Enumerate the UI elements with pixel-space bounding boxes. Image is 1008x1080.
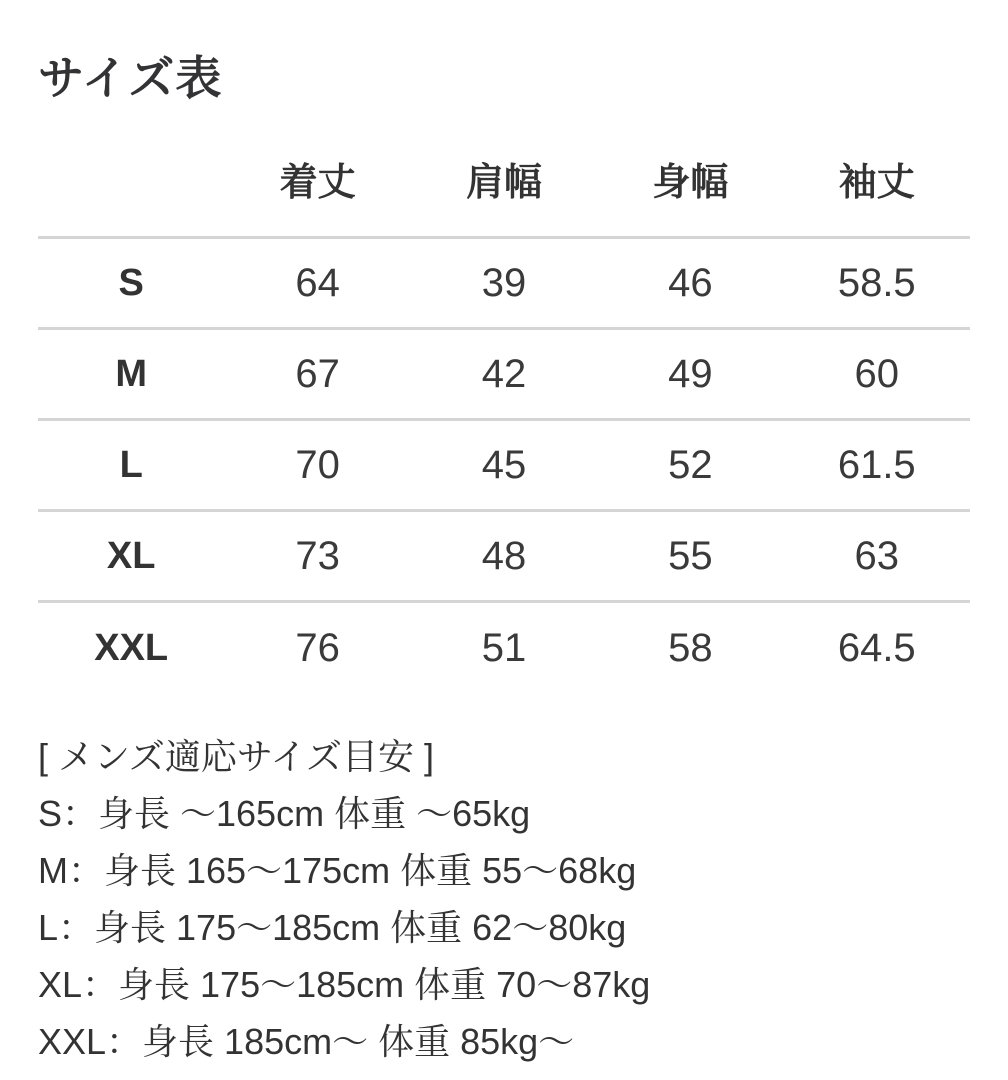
size-value: 58.5 bbox=[837, 260, 916, 305]
size-value: 55 bbox=[668, 533, 713, 578]
size-value: 64 bbox=[295, 260, 340, 305]
size-label: S bbox=[118, 261, 144, 304]
size-value: 42 bbox=[481, 351, 527, 396]
size-value: 45 bbox=[481, 442, 527, 487]
column-header-chest-width: 身幅 bbox=[652, 162, 729, 204]
size-label: M bbox=[115, 352, 148, 395]
mens-size-guide-line-m: M：身長 165～175cm 体重 55～68kg bbox=[38, 850, 637, 891]
mens-size-guide-line-s: S：身長 ～165cm 体重 ～65kg bbox=[38, 793, 531, 834]
page-title: サイズ表 bbox=[38, 52, 223, 104]
size-value: 49 bbox=[668, 351, 713, 396]
mens-size-guide-line-xl: XL：身長 175～185cm 体重 70～87kg bbox=[38, 964, 651, 1005]
column-header-body-length: 着丈 bbox=[279, 162, 356, 204]
mens-size-guide-line-xxl: XXL：身長 185cm～ 体重 85kg～ bbox=[38, 1021, 575, 1062]
table-row-l bbox=[38, 421, 970, 512]
table-row-s bbox=[38, 239, 970, 330]
table-row-xl bbox=[38, 512, 970, 603]
column-header-sleeve-length: 袖丈 bbox=[838, 162, 915, 204]
mens-size-guide-line-l: L：身長 175～185cm 体重 62～80kg bbox=[38, 907, 627, 948]
size-value: 52 bbox=[668, 442, 713, 487]
size-table-header-row bbox=[38, 105, 970, 239]
size-value: 70 bbox=[295, 442, 340, 487]
column-header-shoulder-width: 肩幅 bbox=[465, 162, 542, 204]
mens-size-guide bbox=[38, 728, 970, 1070]
size-value: 73 bbox=[295, 533, 340, 578]
size-value: 63 bbox=[854, 533, 899, 578]
size-label: L bbox=[119, 443, 143, 486]
table-row-m bbox=[38, 330, 970, 421]
size-value: 61.5 bbox=[837, 442, 916, 487]
size-label: XL bbox=[106, 534, 156, 577]
size-value: 48 bbox=[481, 533, 527, 578]
size-value: 58 bbox=[668, 626, 713, 670]
size-value: 64.5 bbox=[837, 626, 916, 670]
size-value: 67 bbox=[295, 351, 340, 396]
size-value: 51 bbox=[481, 626, 527, 670]
size-value: 76 bbox=[295, 626, 340, 670]
mens-size-guide-heading: [ メンズ適応サイズ目安 ] bbox=[38, 736, 435, 777]
size-value: 60 bbox=[854, 351, 899, 396]
size-label: XXL bbox=[94, 627, 169, 669]
size-value: 46 bbox=[668, 260, 713, 305]
size-table bbox=[38, 105, 970, 694]
size-value: 39 bbox=[481, 260, 527, 305]
table-row-xxl bbox=[38, 603, 970, 694]
